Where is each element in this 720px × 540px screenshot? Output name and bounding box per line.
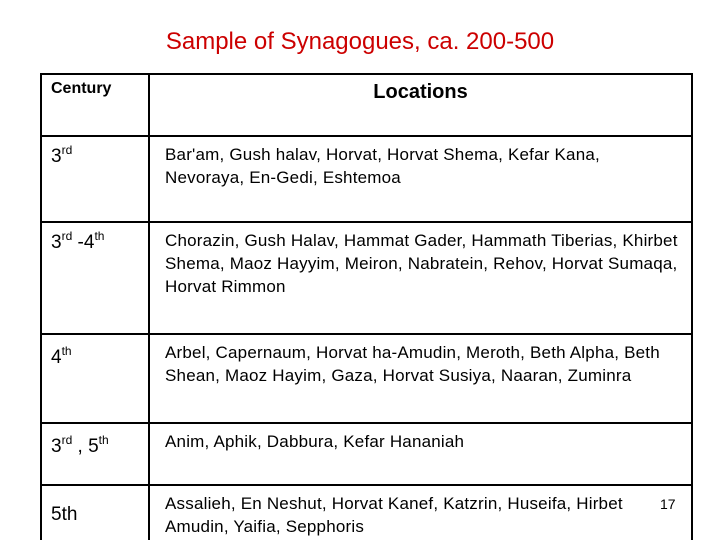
- century-suffix-end: th: [98, 433, 109, 447]
- century-cell: [41, 485, 149, 540]
- century-suffix: th: [61, 344, 72, 358]
- century-cell: [41, 423, 149, 485]
- table-row: [41, 136, 692, 222]
- table-row: [41, 485, 692, 540]
- slide-title: Sample of Synagogues, ca. 200-500: [165, 28, 555, 55]
- header-locations: Locations: [149, 74, 692, 136]
- table-row: [41, 423, 692, 485]
- locations-cell: Anim, Aphik, Dabbura, Kefar Hananiah: [149, 423, 692, 485]
- locations-cell: Bar'am, Gush halav, Horvat, Horvat Shema, Kefar Kana, Nevoraya, En-Gedi, Eshtemoa: [149, 136, 692, 222]
- locations-cell: Assalieh, En Neshut, Horvat Kanef, Katzrin, Huseifa, Hirbet Amudin, Yaifia, Sepphoris: [149, 485, 692, 540]
- locations-cell: Chorazin, Gush Halav, Hammat Gader, Hammath Tiberias, Khirbet Shema, Maoz Hayyim, Meiron, Nabratein, Rehov, Horvat Sumaqa, Horvat Rimmon: [149, 222, 692, 334]
- table-header-row: [41, 74, 692, 136]
- century-cell: [41, 334, 149, 423]
- header-century: Century: [41, 74, 149, 136]
- table-row: [41, 334, 692, 423]
- century-cell: [41, 136, 149, 222]
- table-row: [41, 222, 692, 334]
- century-value: 5th: [51, 504, 78, 525]
- locations-cell: Arbel, Capernaum, Horvat ha-Amudin, Meroth, Beth Alpha, Beth Shean, Maoz Hayim, Gaza, Horvat Susiya, Naaran, Zuminra: [149, 334, 692, 423]
- century-suffix: rd: [61, 143, 73, 157]
- century-value: 3: [51, 436, 62, 457]
- century-value: 4: [51, 347, 62, 368]
- century-value: 3: [51, 146, 62, 167]
- synagogue-table: [40, 73, 693, 540]
- century-range-end: , 5: [72, 436, 99, 457]
- slide-number: 17: [660, 496, 676, 512]
- century-cell: [41, 222, 149, 334]
- century-value: 3: [51, 232, 62, 253]
- century-suffix-end: th: [94, 229, 105, 243]
- century-range-end: -4: [72, 232, 95, 253]
- century-suffix: rd: [61, 229, 73, 243]
- century-suffix: rd: [61, 433, 73, 447]
